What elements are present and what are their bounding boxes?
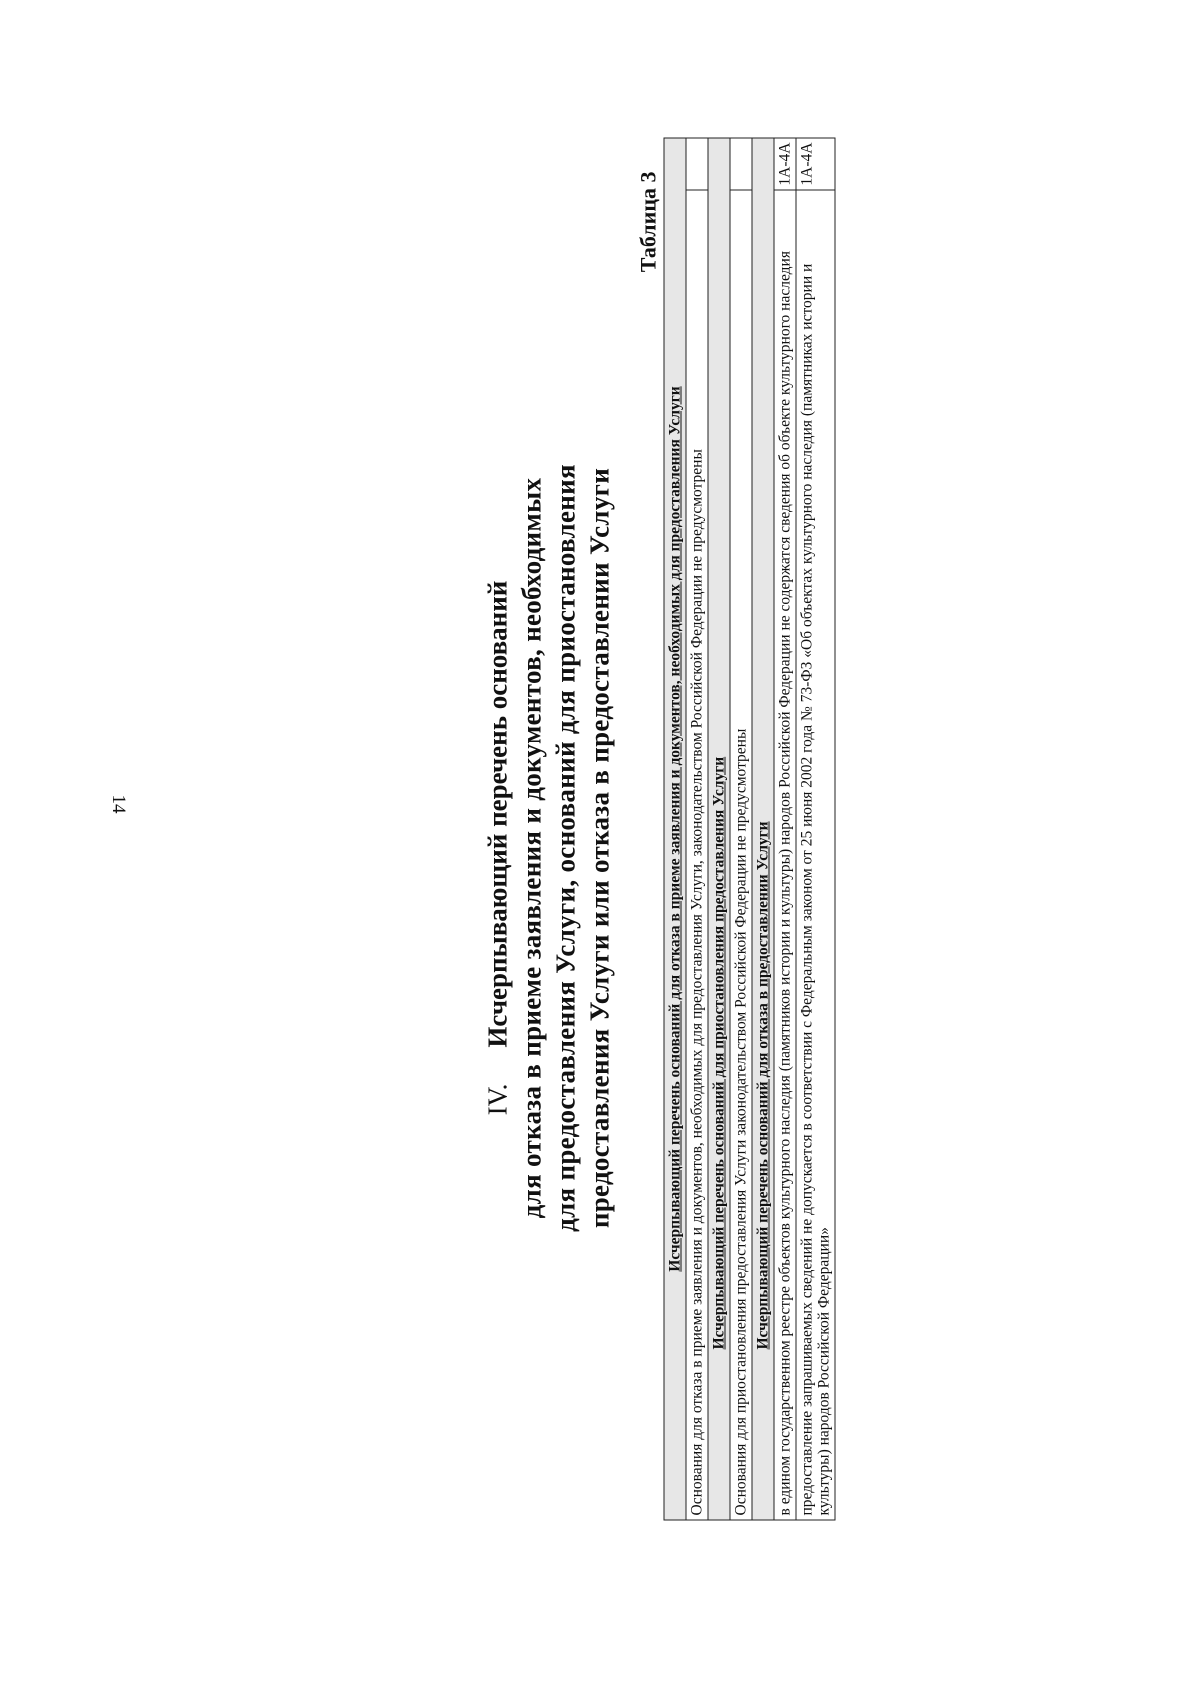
section-1-title: Исчерпывающий перечень оснований для отказа в приеме заявления и документов, необходимых для предоставления Услуги	[664, 138, 686, 1520]
row-2-text: предоставление запрашиваемых сведений не допускается в соответствии с Федеральным законом от 25 июня 2002 года № 73-ФЗ «Об объектах культурного наследия (памятниках истории и культуры) народов Российской Федерации»	[796, 190, 835, 1520]
grounds-table	[664, 138, 836, 1521]
heading-line-4: предоставления Услуги или отказа в предоставлении Услуги	[584, 467, 615, 1229]
section-1-text: Основания для отказа в приеме заявления и документов, необходимых для предоставления Услуги, законодательством Российской Федерации не предусмотрены	[686, 190, 708, 1520]
page-number: 14	[108, 794, 129, 814]
table-row	[708, 138, 730, 1520]
section-heading	[481, 136, 617, 1561]
row-1-code: 1А-4А	[774, 138, 796, 190]
table-row	[774, 138, 796, 1520]
rotated-content	[481, 136, 901, 1561]
table-label: Таблица 3	[635, 171, 661, 273]
table-row	[752, 138, 774, 1520]
section-3-title: Исчерпывающий перечень оснований для отказа в предоставлении Услуги	[752, 138, 774, 1520]
section-2-title: Исчерпывающий перечень оснований для приостановления предоставления Услуги	[708, 138, 730, 1520]
row-2-code: 1А-4А	[796, 138, 835, 190]
heading-line-3: для предоставления Услуги, оснований для приостановления	[550, 464, 581, 1232]
table-row	[686, 138, 708, 1520]
heading-line-1: Исчерпывающий перечень оснований	[482, 580, 513, 1048]
empty-cell	[686, 138, 708, 190]
section-number: IV.	[482, 1083, 513, 1116]
section-2-text: Основания для приостановления предоставления Услуги законодательством Российской Федерации не предусмотрены	[730, 190, 752, 1520]
table-row	[730, 138, 752, 1520]
row-1-text: в едином государственном реестре объектов культурного наследия (памятников истории и культуры) народов Российской Федерации не содержатся сведения об объекте культурного наследия	[774, 190, 796, 1520]
table-row	[664, 138, 686, 1520]
table-row	[796, 138, 835, 1520]
heading-line-2: для отказа в приеме заявления и документов, необходимых	[516, 477, 547, 1219]
empty-cell	[730, 138, 752, 190]
